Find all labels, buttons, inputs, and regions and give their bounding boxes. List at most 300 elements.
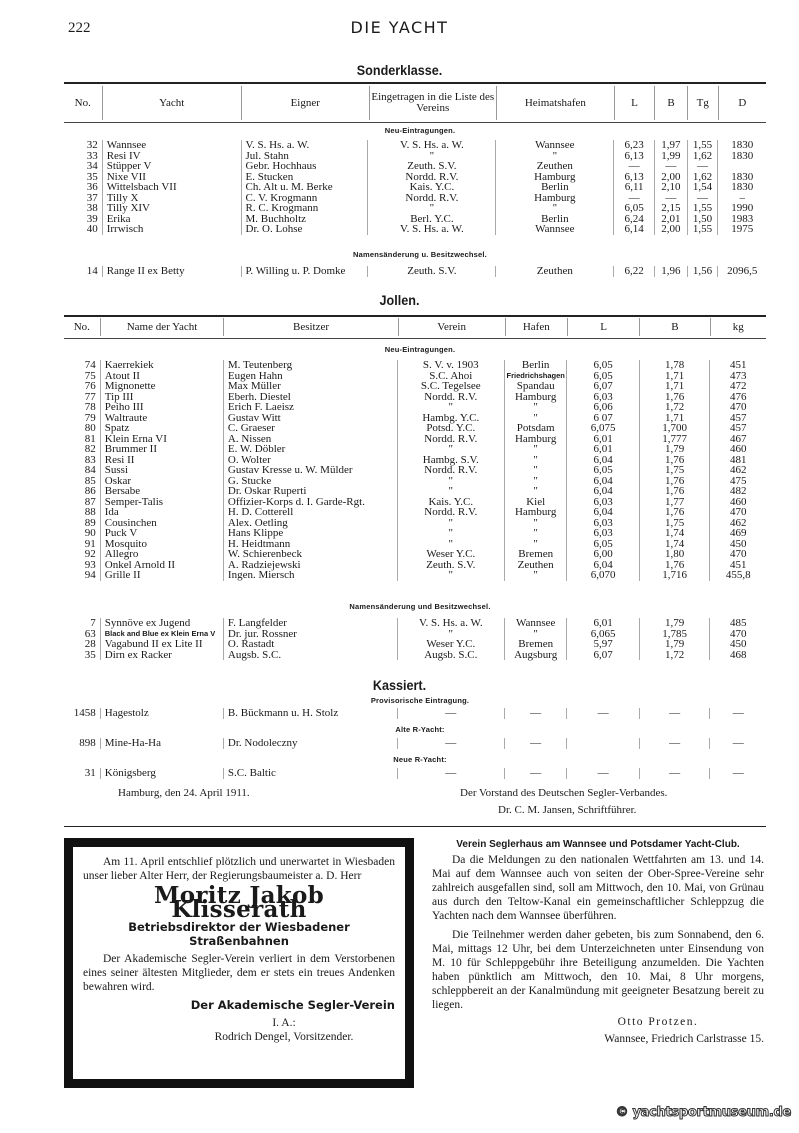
cell-kg: 460 xyxy=(709,497,766,508)
table-header-rule xyxy=(64,122,766,123)
cell-l: 6,24 xyxy=(613,214,654,225)
cell-yacht: Vagabund II ex Lite II xyxy=(100,639,223,650)
column-header-verein: Verein xyxy=(399,318,506,336)
cell-kg: 468 xyxy=(709,650,766,661)
cell-besitzer: Max Müller xyxy=(223,381,397,392)
sonderklasse-neu-label: Neu-Eintragungen. xyxy=(384,126,456,135)
cell-hafen: " xyxy=(504,413,567,424)
table-row xyxy=(64,434,766,445)
cell-l: — xyxy=(613,193,654,204)
table-header-rule xyxy=(64,338,766,339)
column-header-b: B xyxy=(655,86,688,120)
jollen-change-label: Namensänderung und Besitzwechsel. xyxy=(349,602,491,611)
cell-yacht: Peiho III xyxy=(100,402,223,413)
cell-heimatshafen: Zeuthen xyxy=(495,161,613,172)
cell-yacht: Hagestolz xyxy=(100,708,223,719)
cell-no: 88 xyxy=(84,506,96,518)
cell-yacht: Brummer II xyxy=(100,444,223,455)
cell-hafen: " xyxy=(504,455,567,466)
table-row xyxy=(64,465,766,476)
cell-no: 74 xyxy=(84,359,96,371)
cell-yacht: Grille II xyxy=(100,570,223,581)
cell-l: 6,13 xyxy=(613,172,654,183)
cell-besitzer: Dr. jur. Rossner xyxy=(223,629,397,640)
table-row xyxy=(64,444,766,455)
cell-no: 80 xyxy=(84,422,96,434)
cell-besitzer: Hans Klippe xyxy=(223,528,397,539)
cell-b: — xyxy=(639,738,709,749)
cell-verein: S. V. v. 1903 xyxy=(397,360,504,371)
column-header-yacht: Yacht xyxy=(103,86,242,120)
cell-kg: 457 xyxy=(709,413,766,424)
cell-verein: " xyxy=(397,629,504,640)
running-title: DIE YACHT xyxy=(350,18,449,37)
cell-yacht: Kaerrekiek xyxy=(100,360,223,371)
cell-yacht: Waltraute xyxy=(100,413,223,424)
cell-yacht: Tilly X xyxy=(102,193,241,204)
cell-besitzer: A. Nissen xyxy=(223,434,397,445)
cell-no: 32 xyxy=(86,139,98,151)
watermark-text: © yachtsportmuseum.de xyxy=(615,1105,791,1120)
cell-no: 92 xyxy=(84,548,96,560)
column-header-verein: Eingetragen in die Liste des Vereins xyxy=(370,86,498,120)
cell-verein: Nordd. R.V. xyxy=(397,465,504,476)
kassiert-group-label: Alte R-Yacht: xyxy=(395,725,445,734)
page-number: 222 xyxy=(68,20,91,36)
cell-no: 37 xyxy=(86,191,98,204)
cell-d: 1830 xyxy=(717,151,766,162)
cell-l: 6 07 xyxy=(566,413,638,424)
cell-l: 6,07 xyxy=(566,381,638,392)
cell-b: 1,75 xyxy=(639,518,709,529)
cell-hafen: Hamburg xyxy=(504,507,567,518)
cell-verein: — xyxy=(397,738,504,749)
cell-eigner: Dr. O. Lohse xyxy=(241,224,368,235)
cell-b: 1,75 xyxy=(639,465,709,476)
kassiert-group-label: Provisorische Eintragung. xyxy=(370,696,470,705)
cell-kg: 476 xyxy=(709,392,766,403)
cell-b: 1,785 xyxy=(639,629,709,640)
cell-verein: Hambg. Y.C. xyxy=(397,413,504,424)
cell-hafen: Berlin xyxy=(504,360,567,371)
jollen-title: Jollen. xyxy=(379,292,420,308)
column-header-tg: Tg xyxy=(688,86,719,120)
cell-no: 85 xyxy=(84,474,96,487)
cell-kg: 462 xyxy=(709,518,766,529)
cell-eigner: V. S. Hs. a. W. xyxy=(241,140,368,151)
cell-d xyxy=(717,161,766,172)
table-row xyxy=(64,570,766,581)
cell-hafen: " xyxy=(504,528,567,539)
cell-l: 6,03 xyxy=(566,518,638,529)
cell-kg: 470 xyxy=(709,507,766,518)
cell-no: 33 xyxy=(86,149,98,162)
table-row xyxy=(64,182,766,193)
cell-verein: " xyxy=(397,444,504,455)
cell-d: – xyxy=(717,193,766,204)
cell-b: 1,76 xyxy=(639,486,709,497)
cell-l: 6,01 xyxy=(566,618,638,629)
cell-yacht: Dirn ex Racker xyxy=(100,650,223,661)
cell-besitzer: H. D. Cotterell xyxy=(223,507,397,518)
cell-yacht: Cousinchen xyxy=(100,518,223,529)
cell-verein: — xyxy=(397,708,504,719)
cell-tg: 1,50 xyxy=(687,214,718,225)
cell-no: 93 xyxy=(84,558,96,571)
cell-b: 1,96 xyxy=(654,266,687,277)
cell-hafen: " xyxy=(504,570,567,581)
cell-no: 40 xyxy=(86,223,98,235)
cell-kg: 469 xyxy=(709,528,766,539)
cell-l: 6,01 xyxy=(566,434,638,445)
cell-yacht: Oskar xyxy=(100,476,223,487)
cell-heimatshafen: " xyxy=(495,151,613,162)
cell-kg: 467 xyxy=(709,434,766,445)
cell-b: 1,71 xyxy=(639,371,709,382)
kassiert-title: Kassiert. xyxy=(372,677,427,693)
cell-l: 6,03 xyxy=(566,392,638,403)
cell-yacht: Irrwisch xyxy=(102,224,241,235)
cell-no: 38 xyxy=(86,202,98,214)
cell-l: 6,03 xyxy=(566,528,638,539)
cell-hafen: Spandau xyxy=(504,381,567,392)
cell-besitzer: Augsb. S.C. xyxy=(223,650,397,661)
table-row xyxy=(64,518,766,529)
table-row xyxy=(64,708,766,719)
notice-paragraph-1: Da die Meldungen zu den nationalen Wettfahrten am 13. und 14. Mai auf dem Wannsee auch von seiten der Ober-Spree-Vereine sehr zahlreich ausgefallen sind, soll am Mittwoch, den 10. Mai, von Grünau aus durch den Teltow-Kanal ein gemeinschaftlicher Schleppzug die Yachten nach dem Wannsee überführen. xyxy=(432,854,764,922)
cell-no: 28 xyxy=(84,638,96,650)
column-header-l: L xyxy=(615,86,656,120)
cell-no: 34 xyxy=(86,160,98,172)
cell-verein: — xyxy=(397,768,504,779)
cell-b: 1,777 xyxy=(639,434,709,445)
cell-hafen: " xyxy=(504,465,567,476)
cell-verein: " xyxy=(367,203,495,214)
cell-b: 1,72 xyxy=(639,402,709,413)
cell-kg: 462 xyxy=(709,465,766,476)
cell-yacht: Range II ex Betty xyxy=(102,266,241,277)
cell-verein: " xyxy=(397,476,504,487)
cell-no: 94 xyxy=(84,569,96,581)
column-header-l: L xyxy=(568,318,640,336)
cell-kg: 482 xyxy=(709,486,766,497)
place-date: Hamburg, den 24. April 1911. xyxy=(118,787,250,799)
cell-besitzer: Gustav Kresse u. W. Mülder xyxy=(223,465,397,476)
cell-besitzer: C. Graeser xyxy=(223,423,397,434)
column-header-yacht: Name der Yacht xyxy=(101,318,225,336)
cell-yacht: Allegro xyxy=(100,549,223,560)
kassiert-row xyxy=(64,768,766,779)
cell-yacht: Bersabe xyxy=(100,486,223,497)
cell-eigner: C. V. Krogmann xyxy=(241,193,368,204)
table-row xyxy=(64,381,766,392)
cell-b: — xyxy=(654,193,687,204)
cell-d: 1830 xyxy=(717,182,766,193)
obituary-ia: I. A.: xyxy=(272,1017,296,1029)
cell-besitzer: H. Heidtmann xyxy=(223,539,397,550)
cell-b: 1,97 xyxy=(654,140,687,151)
cell-l: — xyxy=(566,768,638,779)
cell-yacht: Resi IV xyxy=(102,151,241,162)
cell-l: 6,05 xyxy=(566,371,638,382)
cell-yacht: Resi II xyxy=(100,455,223,466)
table-row xyxy=(64,476,766,487)
cell-d: 1830 xyxy=(717,172,766,183)
cell-no: 79 xyxy=(84,411,96,424)
table-row xyxy=(64,650,766,661)
cell-kg: 470 xyxy=(709,402,766,413)
cell-besitzer: Erich F. Laeisz xyxy=(223,402,397,413)
obituary-intro: Am 11. April entschlief plötzlich und unerwartet in Wiesbaden unser lieber Alter Herr, der Regierungsbaumeister a. D. Herr xyxy=(83,856,395,882)
column-header-no: No. xyxy=(64,318,101,336)
cell-b: 1,76 xyxy=(639,476,709,487)
cell-no: 898 xyxy=(79,737,96,749)
cell-b: 2,00 xyxy=(654,172,687,183)
jollen-header xyxy=(64,318,766,336)
cell-besitzer: G. Stucke xyxy=(223,476,397,487)
cell-verein: " xyxy=(367,151,495,162)
cell-besitzer: O. Rastadt xyxy=(223,639,397,650)
cell-hafen: Friedrichshagen xyxy=(504,371,567,382)
cell-l: 6,07 xyxy=(566,650,638,661)
cell-yacht: Mignonette xyxy=(100,381,223,392)
table-row xyxy=(64,413,766,424)
cell-hafen: Wannsee xyxy=(504,618,567,629)
cell-yacht: Tilly XIV xyxy=(102,203,241,214)
cell-no: 82 xyxy=(84,443,96,455)
cell-no: 1458 xyxy=(73,707,96,719)
cell-yacht: Black and Blue ex Klein Erna V xyxy=(100,629,223,640)
cell-no: 14 xyxy=(86,265,98,277)
table-row xyxy=(64,486,766,497)
cell-hafen: " xyxy=(504,402,567,413)
sonderklasse-header xyxy=(64,86,766,120)
cell-b: 1,76 xyxy=(639,560,709,571)
cell-besitzer: M. Teutenberg xyxy=(223,360,397,371)
cell-hafen: Bremen xyxy=(504,639,567,650)
cell-hafen: Hamburg xyxy=(504,434,567,445)
cell-hafen: " xyxy=(504,518,567,529)
cell-no: 83 xyxy=(84,453,96,466)
cell-no: 35 xyxy=(84,648,96,661)
cell-tg: — xyxy=(687,161,718,172)
cell-b: 2,00 xyxy=(654,224,687,235)
cell-yacht: Wannsee xyxy=(102,140,241,151)
cell-hafen: Kiel xyxy=(504,497,567,508)
cell-kg: 481 xyxy=(709,455,766,466)
cell-eigner: P. Willing u. P. Domke xyxy=(241,266,368,277)
cell-yacht: Erika xyxy=(102,214,241,225)
sonderklasse-change-label: Namensänderung u. Besitzwechsel. xyxy=(353,250,487,259)
table-row xyxy=(64,161,766,172)
cell-d: 1830 xyxy=(717,140,766,151)
cell-l: 6,01 xyxy=(566,444,638,455)
table-row xyxy=(64,224,766,235)
cell-besitzer: O. Wolter xyxy=(223,455,397,466)
cell-b: — xyxy=(654,161,687,172)
cell-yacht: Mine-Ha-Ha xyxy=(100,738,223,749)
cell-heimatshafen: Berlin xyxy=(495,182,613,193)
jollen-change-rows xyxy=(64,618,766,660)
cell-b: — xyxy=(639,768,709,779)
cell-no: 7 xyxy=(90,617,96,629)
cell-l: 6,23 xyxy=(613,140,654,151)
cell-verein: " xyxy=(397,570,504,581)
cell-b: 1,79 xyxy=(639,444,709,455)
cell-verein: Nordd. R.V. xyxy=(367,172,495,183)
cell-verein: V. S. Hs. a. W. xyxy=(367,224,495,235)
cell-l: 6,05 xyxy=(566,539,638,550)
cell-no: 77 xyxy=(84,390,96,403)
cell-verein: Nordd. R.V. xyxy=(367,193,495,204)
obituary-body: Der Akademische Segler-Verein verliert in dem Verstorbenen eines seiner ältesten Mitglieder, dem er stets ein treues Andenken bewahren wird. xyxy=(83,953,395,993)
cell-no: 87 xyxy=(84,495,96,508)
cell-yacht: Königsberg xyxy=(100,768,223,779)
cell-no: 75 xyxy=(84,369,96,382)
cell-no: 91 xyxy=(84,537,96,550)
cell-besitzer: Alex. Oetling xyxy=(223,518,397,529)
cell-b: 2,01 xyxy=(654,214,687,225)
cell-tg: 1,56 xyxy=(687,266,718,277)
cell-eigner: R. C. Krogmann xyxy=(241,203,368,214)
cell-yacht: Synnöve ex Jugend xyxy=(100,618,223,629)
cell-verein: Weser Y.C. xyxy=(397,639,504,650)
wannsee-notice xyxy=(432,838,764,1046)
cell-d: 1975 xyxy=(717,224,766,235)
cell-heimatshafen: Wannsee xyxy=(495,224,613,235)
cell-eigner: M. Buchholtz xyxy=(241,214,368,225)
cell-heimatshafen: " xyxy=(495,203,613,214)
notice-address: Wannsee, Friedrich Carlstrasse 15. xyxy=(604,1033,764,1045)
cell-verein: S.C. Tegelsee xyxy=(397,381,504,392)
cell-l: 6,075 xyxy=(566,423,638,434)
cell-hafen: — xyxy=(504,708,567,719)
cell-verein: Weser Y.C. xyxy=(397,549,504,560)
cell-hafen: Hamburg xyxy=(504,392,567,403)
cell-verein: Zeuth. S.V. xyxy=(367,266,495,277)
column-header-eigner: Eigner xyxy=(242,86,370,120)
cell-b: — xyxy=(639,708,709,719)
cell-b: 1,78 xyxy=(639,360,709,371)
cell-hafen: Zeuthen xyxy=(504,560,567,571)
column-header-hafen: Hafen xyxy=(506,318,568,336)
cell-kg: 473 xyxy=(709,371,766,382)
cell-l: 6,04 xyxy=(566,486,638,497)
cell-besitzer: Gustav Witt xyxy=(223,413,397,424)
cell-yacht: Tip III xyxy=(100,392,223,403)
cell-verein: " xyxy=(397,539,504,550)
cell-l: 6,04 xyxy=(566,507,638,518)
cell-eigner: E. Stucken xyxy=(241,172,368,183)
cell-kg: 472 xyxy=(709,381,766,392)
cell-yacht: Semper-Talis xyxy=(100,497,223,508)
cell-tg: — xyxy=(687,193,718,204)
cell-l: 6,065 xyxy=(566,629,638,640)
cell-b: 1,76 xyxy=(639,507,709,518)
cell-yacht: Puck V xyxy=(100,528,223,539)
cell-l: 6,04 xyxy=(566,476,638,487)
cell-besitzer: F. Langfelder xyxy=(223,618,397,629)
cell-kg: 470 xyxy=(709,629,766,640)
kassiert-row xyxy=(64,708,766,719)
obituary-club: Der Akademische Segler-Verein xyxy=(190,998,395,1012)
cell-verein: " xyxy=(397,486,504,497)
cell-besitzer: Dr. Nodoleczny xyxy=(223,738,397,749)
column-header-d: D xyxy=(738,96,747,109)
cell-verein: " xyxy=(397,528,504,539)
cell-l: 6,11 xyxy=(613,182,654,193)
cell-b: 1,76 xyxy=(639,392,709,403)
cell-l: — xyxy=(566,708,638,719)
cell-l: 6,070 xyxy=(566,570,638,581)
cell-no: 39 xyxy=(86,212,98,225)
table-row xyxy=(64,203,766,214)
cell-verein: " xyxy=(397,518,504,529)
cell-verein: Kais. Y.C. xyxy=(397,497,504,508)
cell-kg: 450 xyxy=(709,639,766,650)
cell-yacht: Sussi xyxy=(100,465,223,476)
cell-hafen: " xyxy=(504,486,567,497)
cell-no: 36 xyxy=(86,181,98,193)
cell-kg: — xyxy=(709,708,766,719)
cell-no: 35 xyxy=(86,170,98,183)
cell-b: 1,99 xyxy=(654,151,687,162)
table-row xyxy=(64,423,766,434)
cell-eigner: Gebr. Hochhaus xyxy=(241,161,368,172)
cell-l: 6,22 xyxy=(613,266,654,277)
notice-heading: Verein Seglerhaus am Wannsee und Potsdamer Yacht-Club. xyxy=(456,839,740,850)
cell-b: 1,79 xyxy=(639,639,709,650)
cell-l: 6,04 xyxy=(566,455,638,466)
table-row xyxy=(64,549,766,560)
cell-verein: V. S. Hs. a. W. xyxy=(397,618,504,629)
table-row xyxy=(64,266,766,277)
cell-kg: — xyxy=(709,768,766,779)
table-row xyxy=(64,507,766,518)
signature-line-2: Dr. C. M. Jansen, Schriftführer. xyxy=(498,804,637,816)
jollen-neu-rows xyxy=(64,360,766,581)
cell-besitzer: Offizier-Korps d. I. Garde-Rgt. xyxy=(223,497,397,508)
cell-no: 81 xyxy=(84,432,96,445)
cell-yacht: Nixe VII xyxy=(102,172,241,183)
cell-kg: 475 xyxy=(709,476,766,487)
cell-b: 2,10 xyxy=(654,182,687,193)
cell-verein: Berl. Y.C. xyxy=(367,214,495,225)
cell-heimatshafen: Berlin xyxy=(495,214,613,225)
cell-tg: 1,62 xyxy=(687,151,718,162)
table-row xyxy=(64,560,766,571)
cell-l: — xyxy=(613,161,654,172)
cell-heimatshafen: Hamburg xyxy=(495,172,613,183)
sonderklasse-title: Sonderklasse. xyxy=(356,62,443,78)
table-top-rule xyxy=(64,82,766,84)
cell-hafen: Bremen xyxy=(504,549,567,560)
cell-b: 1,72 xyxy=(639,650,709,661)
cell-besitzer: E. W. Döbler xyxy=(223,444,397,455)
cell-verein: Potsd. Y.C. xyxy=(397,423,504,434)
cell-besitzer: S.C. Baltic xyxy=(223,768,397,779)
cell-d: 1990 xyxy=(717,203,766,214)
cell-no: 89 xyxy=(84,516,96,529)
table-row xyxy=(64,539,766,550)
cell-verein: Zeuth. S.V. xyxy=(367,161,495,172)
cell-b: 1,79 xyxy=(639,618,709,629)
cell-hafen: — xyxy=(504,768,567,779)
cell-verein: Nordd. R.V. xyxy=(397,392,504,403)
cell-b: 2,15 xyxy=(654,203,687,214)
cell-hafen: " xyxy=(504,444,567,455)
cell-b: 1,77 xyxy=(639,497,709,508)
